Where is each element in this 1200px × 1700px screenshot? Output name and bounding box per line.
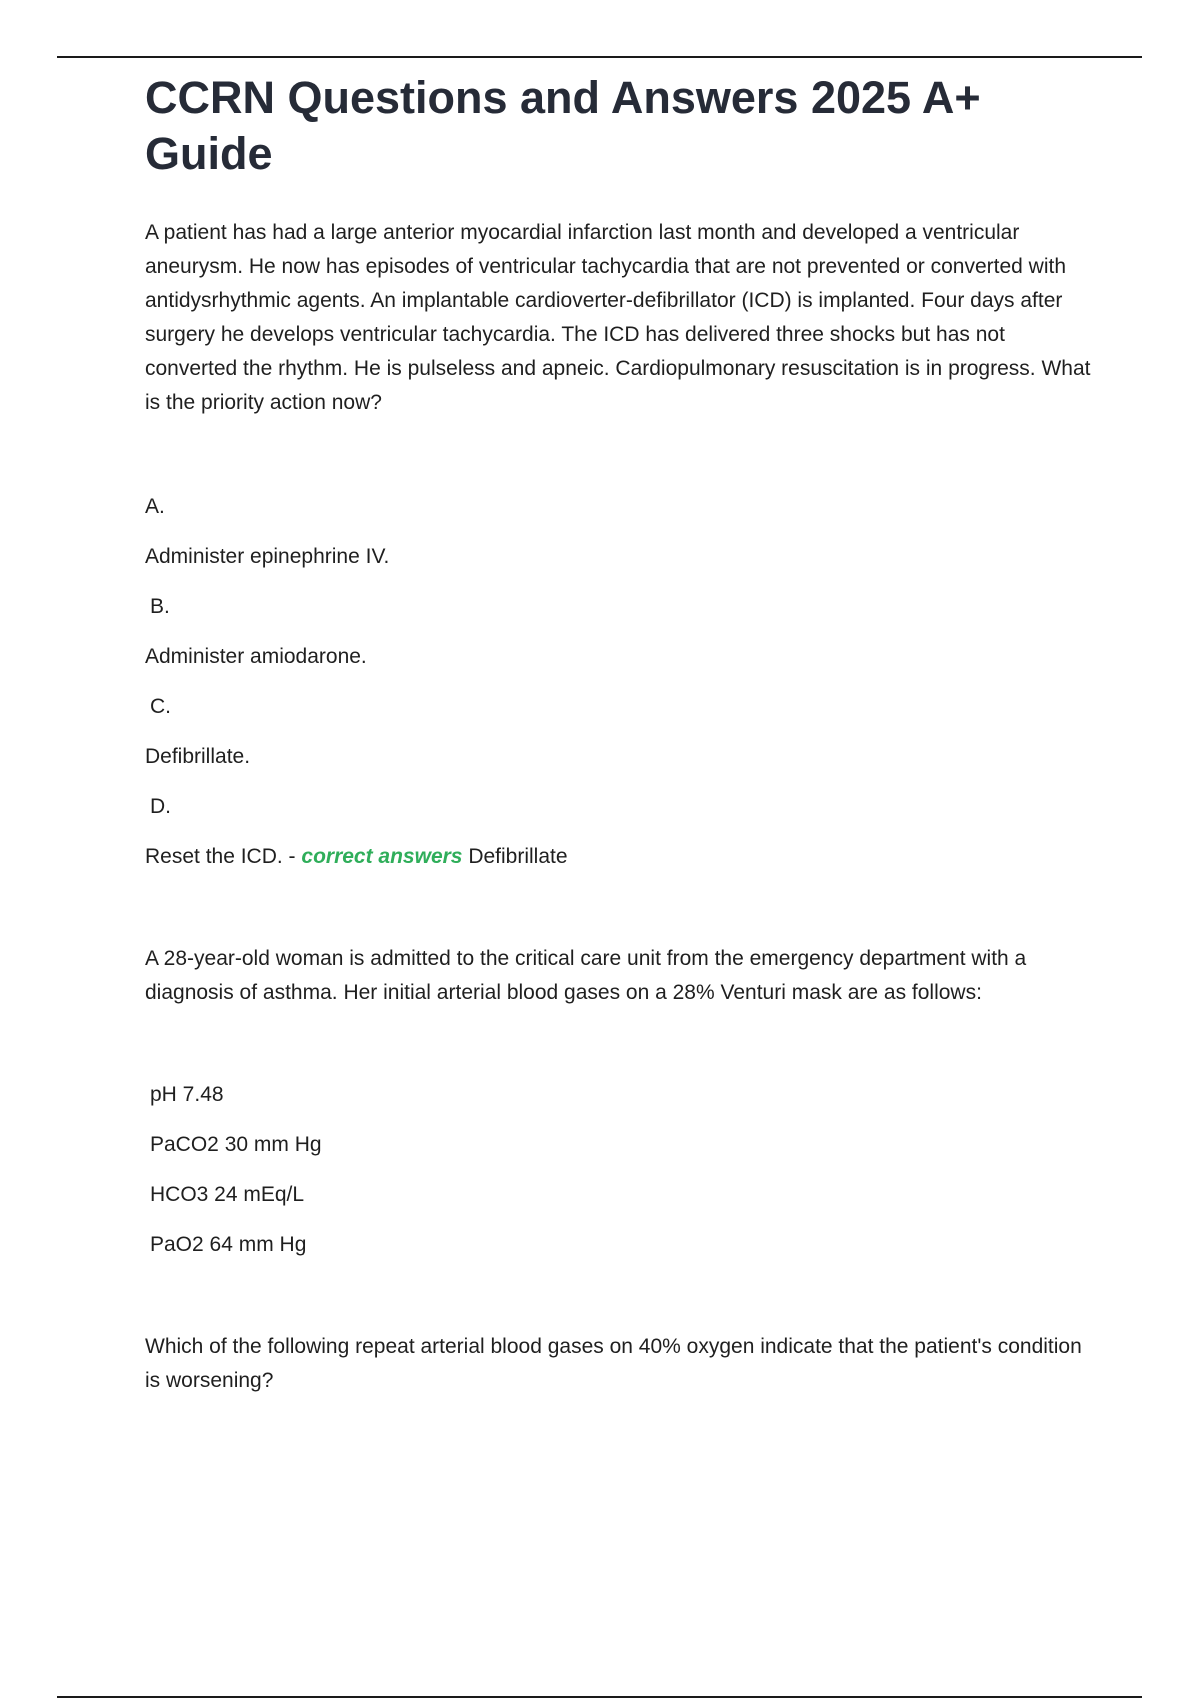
option-a-text: Administer epinephrine IV. bbox=[145, 545, 390, 568]
question-2-text: Which of the following repeat arterial blood gases on 40% oxygen indicate that the patient's condition is worsening? bbox=[145, 1335, 1082, 1392]
bottom-rule bbox=[57, 1696, 1142, 1698]
option-d-letter: D. bbox=[150, 795, 171, 818]
option-b-text: Administer amiodarone. bbox=[145, 645, 367, 668]
option-b-letter: B. bbox=[150, 595, 170, 618]
option-a-letter: A. bbox=[145, 495, 165, 518]
abg-pao2: PaO2 64 mm Hg bbox=[150, 1233, 307, 1256]
option-d-text: Reset the ICD. - bbox=[145, 845, 302, 868]
abg-hco3: HCO3 24 mEq/L bbox=[150, 1183, 305, 1206]
question-1-text: A patient has had a large anterior myocardial infarction last month and developed a ventricular aneurysm. He now has episodes of ventricular tachycardia that are not prevented or converted with antidysrhythmic agents. An implantable cardioverter-defibrillator (ICD) is implanted. Four days after surgery he develops ventricular tachycardia. The ICD has delivered three shocks but has not converted the rhythm. He is pulseless and apneic. Cardiopulmonary resuscitation is in progress. What is the priority action now? bbox=[145, 221, 1091, 414]
answer-text: Defibrillate bbox=[462, 845, 568, 868]
abg-ph: pH 7.48 bbox=[150, 1083, 224, 1106]
document-body bbox=[145, 70, 1095, 1398]
question-2-intro: A 28-year-old woman is admitted to the critical care unit from the emergency department with a diagnosis of asthma. Her initial arterial blood gases on a 28% Venturi mask are as follows: bbox=[145, 947, 1027, 1004]
option-c-text: Defibrillate. bbox=[145, 745, 251, 768]
top-rule bbox=[57, 56, 1142, 58]
correct-answers-label: correct answers bbox=[301, 845, 463, 868]
option-c-letter: C. bbox=[150, 695, 171, 718]
page-title: CCRN Questions and Answers 2025 A+ Guide bbox=[145, 72, 981, 179]
option-d-answer-line bbox=[145, 840, 1095, 874]
abg-paco2: PaCO2 30 mm Hg bbox=[150, 1133, 322, 1156]
